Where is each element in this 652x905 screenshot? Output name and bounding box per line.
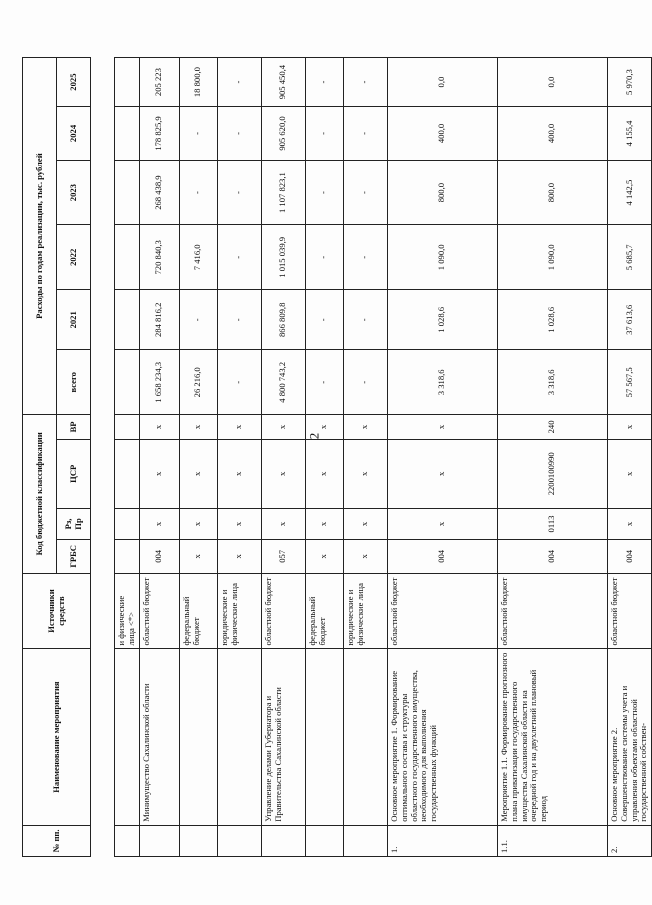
cell-total: - (305, 350, 343, 415)
cell-csr: x (217, 439, 261, 508)
cell-year-2025: - (343, 58, 387, 107)
header-expenses: Расходы по годам реализации, тыс. рублей (23, 58, 57, 415)
header-vr: ВР (57, 415, 91, 440)
cell-no (115, 825, 140, 856)
cell-year-2022: 1 090,0 (497, 225, 607, 290)
cell-csr: x (139, 439, 179, 508)
cell-year-2022: 1 015 039,9 (261, 225, 305, 290)
table-row (607, 58, 652, 857)
cell-grbs: x (305, 540, 343, 573)
cell-grbs: x (179, 540, 217, 573)
cell-no (139, 825, 179, 856)
header-year-2025: 2025 (57, 58, 91, 107)
cell-source: областной бюджет (497, 573, 607, 649)
cell-csr: x (261, 439, 305, 508)
cell-source: юридические и физические лица (217, 573, 261, 649)
header-total: всего (57, 350, 91, 415)
cell-year-2024: - (217, 107, 261, 161)
header-year-2022: 2022 (57, 225, 91, 290)
cell-year-2023: - (217, 160, 261, 225)
cell-year-2021: - (305, 290, 343, 350)
cell-rzpr: x (217, 508, 261, 539)
cell-vr: x (179, 415, 217, 440)
cell-year-2022: - (305, 225, 343, 290)
cell-year-2022: 5 685,7 (607, 225, 652, 290)
table-body (114, 57, 652, 857)
cell-name: Мероприятие 1.1. Формирование прогнозного плана приватизации государственного имущества Сахалинской области на очередной год и на двухлетний плановый период (497, 649, 607, 825)
cell-year-2025: 0,0 (497, 58, 607, 107)
cell-grbs: 057 (261, 540, 305, 573)
cell-grbs: 004 (139, 540, 179, 573)
cell-total: 3 318,6 (387, 350, 497, 415)
cell-year-2025: 18 800,0 (179, 58, 217, 107)
cell-name: Управление делами Губернатора и Правительства Сахалинской области (261, 649, 305, 825)
cell-name (343, 649, 387, 825)
cell-vr: x (139, 415, 179, 440)
cell-total: 4 800 743,2 (261, 350, 305, 415)
cell-rzpr: x (305, 508, 343, 539)
cell-year-2025: 5 970,3 (607, 58, 652, 107)
cell-grbs: 004 (497, 540, 607, 573)
cell-vr: x (261, 415, 305, 440)
cell-year-2021: 866 809,8 (261, 290, 305, 350)
header-source: Источники средств (23, 573, 91, 649)
cell-year-2023 (115, 160, 140, 225)
header-grbs: ГРБС (57, 540, 91, 573)
cell-csr: 2200100990 (497, 439, 607, 508)
cell-year-2025 (115, 58, 140, 107)
cell-vr (115, 415, 140, 440)
cell-no (343, 825, 387, 856)
cell-rzpr: x (139, 508, 179, 539)
cell-year-2024: 905 620,0 (261, 107, 305, 161)
cell-year-2021: - (217, 290, 261, 350)
cell-csr: x (305, 439, 343, 508)
cell-year-2023: - (305, 160, 343, 225)
cell-year-2021: 1 028,6 (497, 290, 607, 350)
cell-no (261, 825, 305, 856)
cell-total: 3 318,6 (497, 350, 607, 415)
cell-source: областной бюджет (139, 573, 179, 649)
page-number: 2 (306, 432, 322, 440)
cell-vr: 240 (497, 415, 607, 440)
cell-csr: x (387, 439, 497, 508)
cell-no: 1.1. (497, 825, 607, 856)
header-no: № пп. (23, 825, 91, 856)
cell-source: федеральный бюджет (305, 573, 343, 649)
cell-name: Основное мероприятие 2. Совершенствование системы учета и управления объектами областной государственной собствен- (607, 649, 652, 825)
cell-year-2024: 4 155,4 (607, 107, 652, 161)
cell-total: 57 567,5 (607, 350, 652, 415)
cell-vr: x (387, 415, 497, 440)
cell-source: и физические лица <*> (115, 573, 140, 649)
cell-rzpr: x (179, 508, 217, 539)
cell-no (217, 825, 261, 856)
cell-year-2022: 7 416,0 (179, 225, 217, 290)
cell-year-2025: 0,0 (387, 58, 497, 107)
cell-no: 1. (387, 825, 497, 856)
table-row (179, 58, 217, 857)
cell-year-2024: - (343, 107, 387, 161)
cell-no (179, 825, 217, 856)
cell-year-2025: 905 450,4 (261, 58, 305, 107)
cell-year-2023: 800,0 (497, 160, 607, 225)
header-name: Наименование мероприятия (23, 649, 91, 825)
cell-grbs: 004 (387, 540, 497, 573)
cell-rzpr: 0113 (497, 508, 607, 539)
cell-year-2021: - (343, 290, 387, 350)
cell-source: областной бюджет (387, 573, 497, 649)
cell-name (217, 649, 261, 825)
cell-csr: x (179, 439, 217, 508)
cell-year-2021 (115, 290, 140, 350)
cell-no (305, 825, 343, 856)
cell-year-2024: 400,0 (387, 107, 497, 161)
cell-year-2021: 1 028,6 (387, 290, 497, 350)
cell-vr: x (607, 415, 652, 440)
cell-name (179, 649, 217, 825)
cell-year-2025: - (305, 58, 343, 107)
cell-year-2022: 1 090,0 (387, 225, 497, 290)
cell-year-2024: - (305, 107, 343, 161)
header-year-2021: 2021 (57, 290, 91, 350)
cell-year-2025: - (217, 58, 261, 107)
table-row (139, 58, 179, 857)
cell-grbs (115, 540, 140, 573)
cell-year-2025: 205 223 (139, 58, 179, 107)
cell-no: 2. (607, 825, 652, 856)
cell-csr: x (343, 439, 387, 508)
cell-year-2022: - (217, 225, 261, 290)
table-row (387, 58, 497, 857)
cell-name (115, 649, 140, 825)
table-row (115, 58, 140, 857)
cell-rzpr: x (343, 508, 387, 539)
cell-vr: x (305, 415, 343, 440)
header-rzpr: Рз, Пр (57, 508, 91, 539)
cell-source: областной бюджет (607, 573, 652, 649)
cell-csr (115, 439, 140, 508)
header-csr: ЦСР (57, 439, 91, 508)
cell-name (305, 649, 343, 825)
cell-source: федеральный бюджет (179, 573, 217, 649)
cell-grbs: x (217, 540, 261, 573)
cell-year-2022 (115, 225, 140, 290)
cell-year-2023: - (343, 160, 387, 225)
cell-year-2024: - (179, 107, 217, 161)
cell-total: 1 658 234,3 (139, 350, 179, 415)
cell-source: юридические и физические лица (343, 573, 387, 649)
table-row (261, 58, 305, 857)
table-header (22, 57, 91, 857)
cell-year-2023: - (179, 160, 217, 225)
cell-rzpr: x (387, 508, 497, 539)
cell-total: - (343, 350, 387, 415)
cell-year-2024: 400,0 (497, 107, 607, 161)
cell-year-2021: 284 816,2 (139, 290, 179, 350)
table-row (343, 58, 387, 857)
cell-source: областной бюджет (261, 573, 305, 649)
cell-total: 26 216,0 (179, 350, 217, 415)
cell-name: Минимущество Сахалинской области (139, 649, 179, 825)
cell-rzpr: x (261, 508, 305, 539)
header-code: Код бюджетной классификации (23, 415, 57, 573)
cell-total: - (217, 350, 261, 415)
cell-year-2022: - (343, 225, 387, 290)
cell-year-2021: 37 613,6 (607, 290, 652, 350)
cell-year-2023: 1 107 823,1 (261, 160, 305, 225)
cell-grbs: x (343, 540, 387, 573)
table-row (497, 58, 607, 857)
cell-year-2022: 720 840,3 (139, 225, 179, 290)
cell-rzpr (115, 508, 140, 539)
cell-rzpr: x (607, 508, 652, 539)
cell-year-2023: 4 142,5 (607, 160, 652, 225)
cell-vr: x (343, 415, 387, 440)
cell-year-2023: 800,0 (387, 160, 497, 225)
cell-csr: x (607, 439, 652, 508)
cell-grbs: 004 (607, 540, 652, 573)
cell-year-2021: - (179, 290, 217, 350)
cell-year-2024 (115, 107, 140, 161)
header-year-2023: 2023 (57, 160, 91, 225)
cell-year-2023: 268 438,9 (139, 160, 179, 225)
cell-year-2024: 178 825,9 (139, 107, 179, 161)
cell-vr: x (217, 415, 261, 440)
table-row (305, 58, 343, 857)
cell-total (115, 350, 140, 415)
header-year-2024: 2024 (57, 107, 91, 161)
table-row (217, 58, 261, 857)
cell-name: Основное мероприятие 1. Формирование оптимального состава и структуры областного государственного имущества, необходимого для выполнения государственных функций (387, 649, 497, 825)
